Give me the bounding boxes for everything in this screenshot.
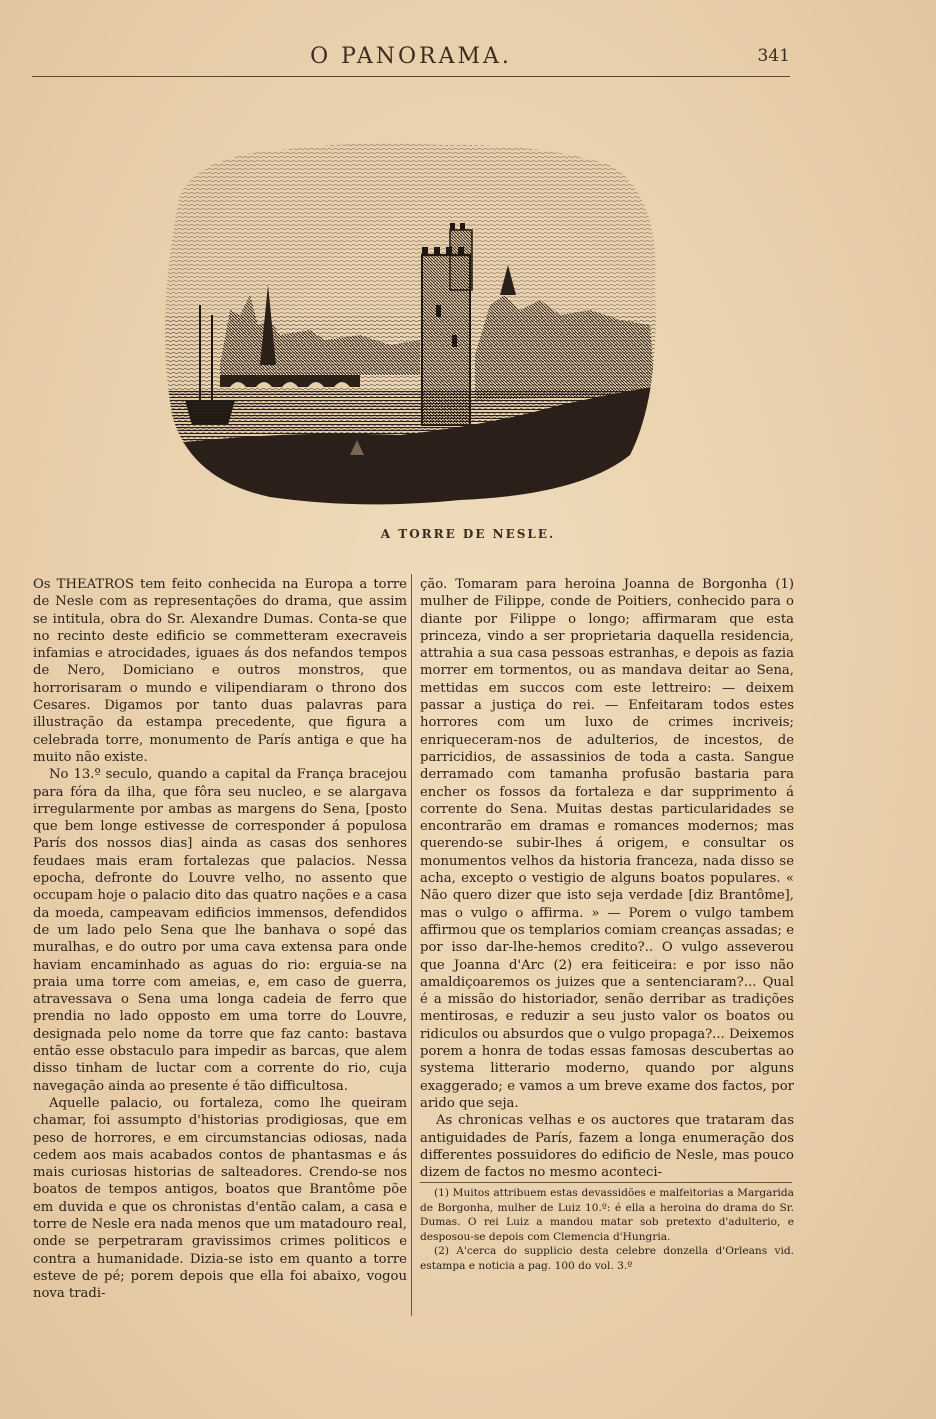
footnote: (1) Muitos attribuem estas devassidões e malfeitorias a Margarida de Borgonha, mulher de Luiz 10.º: é ella a heroina do drama do Sr. Dumas. O rei Luiz a mandou matar sob pretexto d'adulterio, e desposou-se depois com Clemencia d'Hungria. <box>420 1187 794 1243</box>
page-number: 341 <box>757 46 790 66</box>
header-rule <box>32 76 790 77</box>
illustration-caption: A TORRE DE NESLE. <box>380 527 556 541</box>
footnote: (2) A'cerca do supplicio desta celebre donzella d'Orleans vid. estampa e noticia a pag. 100 do vol. 3.º <box>420 1245 794 1272</box>
paragraph: ção. Tomaram para heroina Joanna de Borgonha (1) mulher de Filippe, conde de Poitiers, conhecido para o diante por Filippe o longo; affirmaram que esta princeza, vindo a ser proprietaria daquella residencia, attrahia a sua casa pessoas estranhas, e depois as fazia morrer em tormentos, ou as mandava deitar ao Sena, mettidas em succos com este lettreiro: — deixem passar a justiça do rei. — Enfeitaram todos estes horrores com um luxo de crimes incriveis; enriqueceram-nos de adulterios, de incestos, de parricidios, de assassinios de toda a casta. Sangue derramado com tamanha profusão bastaria para encher os fossos da fortaleza e dar supprimento á corrente do Sena. Muitas destas particularidades se encontrarão em dramas e romances modernos; mas querendo-se subir-lhes á origem, e consultar os monumentos velhos da historia franceza, nada disso se acha, excepto o vestigio de alguns boatos populares. « Não quero dizer que isto seja verdade [diz Brantôme], mas o vulgo o affirma. » — Porem o vulgo tambem affirmou que os templarios comiam creanças assadas; e por isso dar-lhe-hemos credito?.. O vulgo asseverou que Joanna d'Arc (2) era feiticeira: e por isso não amaldiçoaremos os juizes que a sentenciaram?... Qual é a missão do historiador, senão derribar as tradições mentirosas, e reduzir a seu justo valor os boatos ou ridiculos ou absurdos que o vulgo propaga?... Deixemos porem a honra de todas essas famosas descubertas ao systema litterario moderno, quando por alguns exaggerado; e vamos a um breve exame dos factos, por arido que seja. <box>420 577 794 1111</box>
paragraph: No 13.º seculo, quando a capital da França bracejou para fóra da ilha, que fôra seu nucleo, e se alargava irregularmente por ambas as margens do Sena, [posto que bem longe estivesse de corresponder á populosa París dos nossos dias] ainda as casas dos senhores feudaes mais eram fortalezas que palacios. Nessa epocha, defronte do Louvre velho, no assento que occupam hoje o palacio dito das quatro nações e a casa da moeda, campeavam edificios immensos, defendidos de um lado pelo Sena que lhe banhava o sopé das muralhas, e do outro por uma cava extensa para onde haviam encaminhado as aguas do rio: erguia-se na praia uma torre com ameias, e, em caso de guerra, atravessava o Sena uma longa cadeia de ferro que prendia no lado opposto em uma torre do Louvre, designada pelo nome da torre que faz canto: bastava então esse obstaculo para impedir as barcas, que alem disso tinham de luctar com a corrente do rio, cuja navegação ainda ao presente é tão difficultosa. <box>33 767 407 1094</box>
paragraph: Os THEATROS tem feito conhecida na Europa a torre de Nesle com as representações do drama, que assim se intitula, obra do Sr. Alexandre Dumas. Conta-se que no recinto deste edificio se commetteram execraveis infamias e atrocidades, iguaes ás dos nefandos tempos de Nero, Domiciano e outros monstros, que horrorisaram o mundo e vilipendiaram o throno dos Cesares. Digamos por tanto duas palavras para illustração da estampa precedente, que figura a celebrada torre, monumento de París antiga e que ha muito não existe. <box>33 577 407 765</box>
article-left-column <box>33 576 407 1302</box>
footnotes <box>420 1186 794 1274</box>
page-header <box>32 40 790 80</box>
paragraph: Aquelle palacio, ou fortaleza, como lhe queiram chamar, foi assumpto d'historias prodigiosas, que em peso de horrores, e em circumstancias odiosas, nada cedem aos mais acabados contos de phantasmas e ás mais curiosas historias de salteadores. Crendo-se nos boatos de tempos antigos, boatos que Brantôme põe em duvida e que os chronistas d'então calam, a casa e torre de Nesle era nada menos que um matadouro real, onde se perpetraram gravissimos crimes politicos e contra a humanidade. Dizia-se isto em quanto a torre esteve de pé; porem depois que ella foi abaixo, vogou nova tradi- <box>33 1095 407 1302</box>
footnote-rule <box>420 1182 792 1183</box>
paragraph: As chronicas velhas e os auctores que trataram das antiguidades de París, fazem a longa enumeração dos differentes possuidores do edificio de Nesle, mas pouco dizem de factos no mesmo aconteci- <box>420 1113 794 1181</box>
article-right-column <box>420 576 794 1181</box>
column-divider <box>411 574 412 1316</box>
engraving-torre-de-nesle <box>160 135 665 515</box>
publication-title: O PANORAMA. <box>310 44 512 69</box>
